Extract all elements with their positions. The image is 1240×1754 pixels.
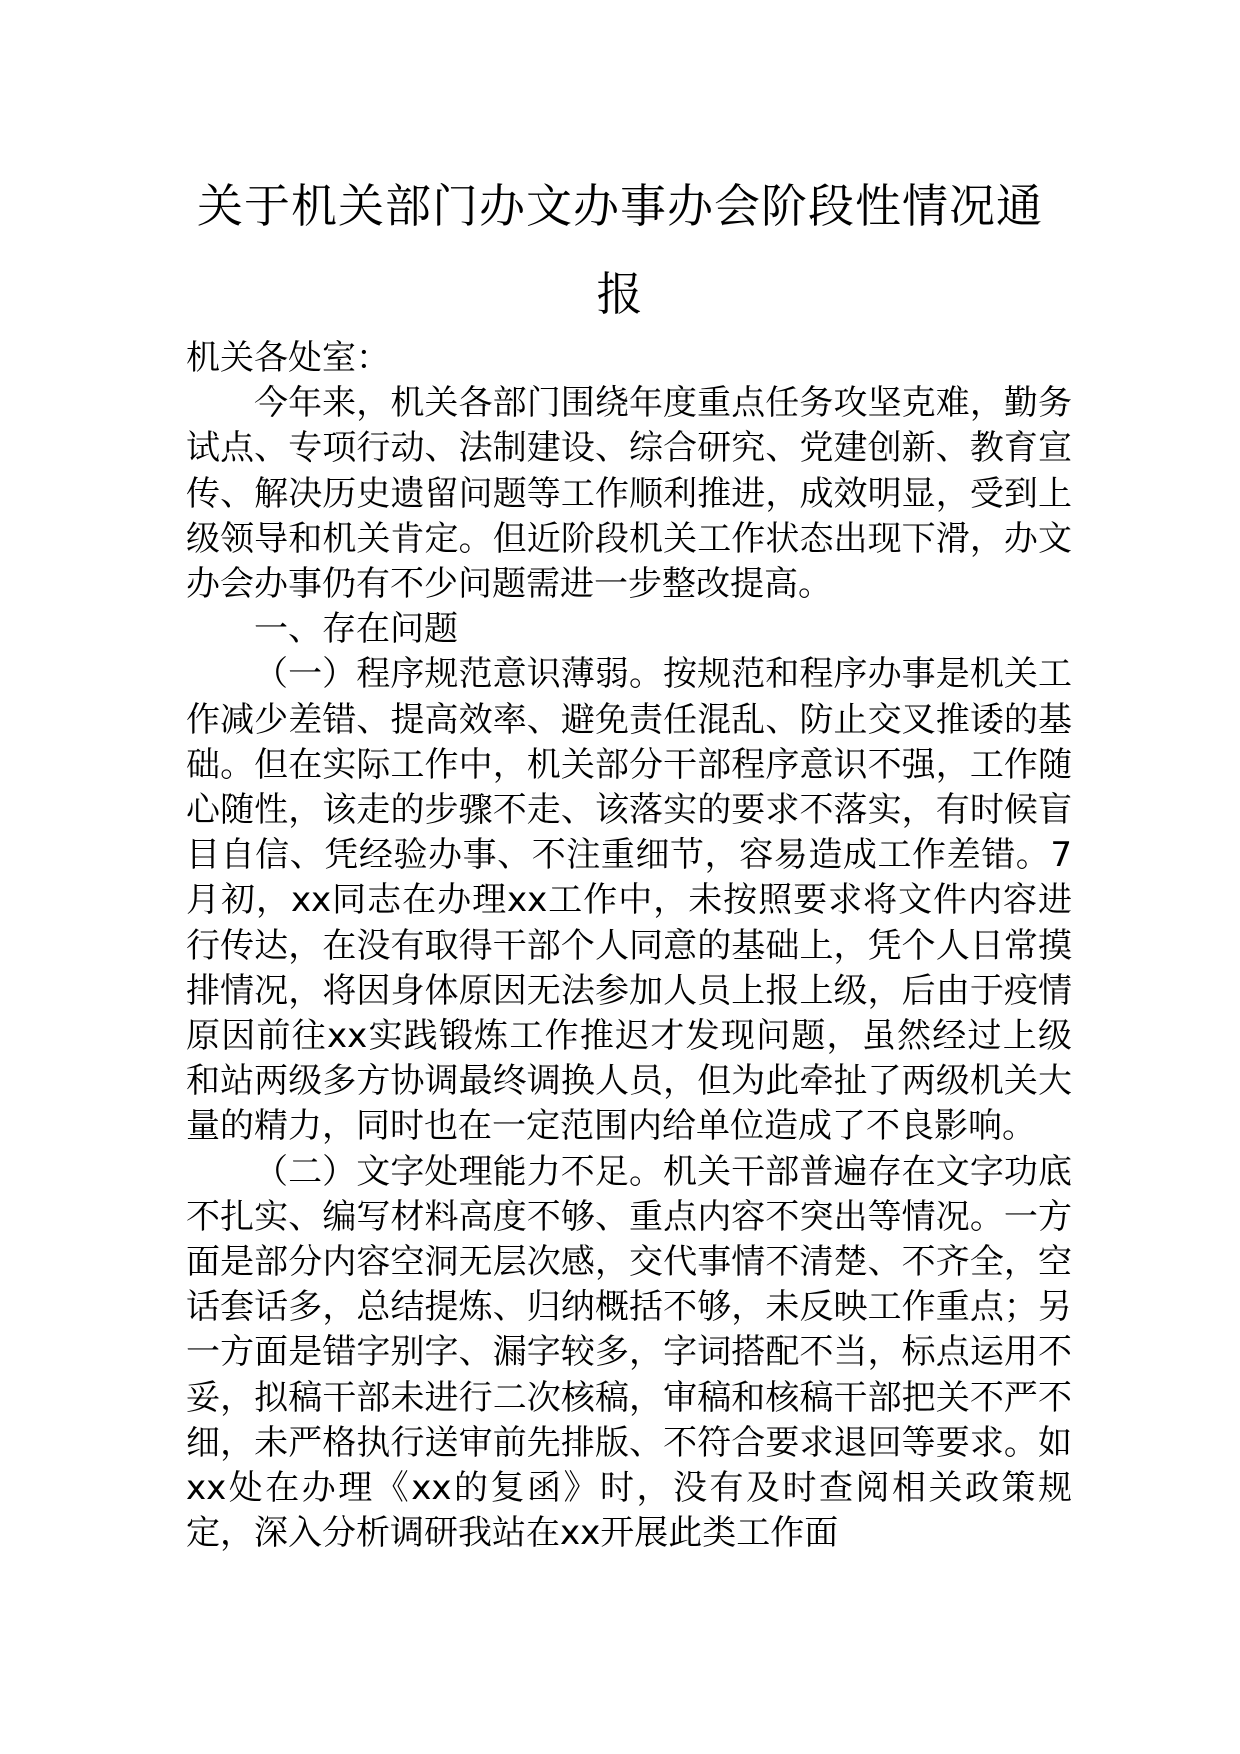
- document-body: [186, 336, 1072, 1556]
- intro-paragraph: 今年来，机关各部门围绕年度重点任务攻坚克难，勤务试点、专项行动、法制建设、综合研究、党建创新、教育宣传、解决历史遗留问题等工作顺利推进，成效明显，受到上级领导和机关肯定。但近阶段机关工作状态出现下滑，办文办会办事仍有不少问题需进一步整改提高。: [186, 383, 1072, 605]
- document-title: 关于机关部门办文办事办会阶段性情况通报: [197, 179, 1043, 321]
- salutation: 机关各处室：: [186, 338, 390, 378]
- paragraph-writing-ability: （二）文字处理能力不足。机关干部普遍存在文字功底不扎实、编写材料高度不够、重点内容不突出等情况。一方面是部分内容空洞无层次感，交代事情不清楚、不齐全，空话套话多，总结提炼、归纳概括不够，未反映工作重点；另一方面是错字别字、漏字较多，字词搭配不当，标点运用不妥，拟稿干部未进行二次核稿，审稿和核稿干部把关不严不细，未严格执行送审前先排版、不符合要求退回等要求。如xx处在办理《xx的复函》时，没有及时查阅相关政策规定，深入分析调研我站在xx开展此类工作面: [186, 1151, 1072, 1554]
- section-heading-problems: 一、存在问题: [254, 609, 458, 650]
- paragraph-procedure-awareness: （一）程序规范意识薄弱。按规范和程序办事是机关工作减少差错、提高效率、避免责任混乱、防止交叉推诿的基础。但在实际工作中，机关部分干部程序意识不强，工作随心随性，该走的步骤不走、该落实的要求不落实，有时候盲目自信、凭经验办事、不注重细节，容易造成工作差错。7月初，xx同志在办理xx工作中，未按照要求将文件内容进行传达，在没有取得干部个人同意的基础上，凭个人日常摸排情况，将因身体原因无法参加人员上报上级，后由于疫情原因前往xx实践锻炼工作推迟才发现问题，虽然经过上级和站两级多方协调最终调换人员，但为此牵扯了两级机关大量的精力，同时也在一定范围内给单位造成了不良影响。: [186, 654, 1072, 1147]
